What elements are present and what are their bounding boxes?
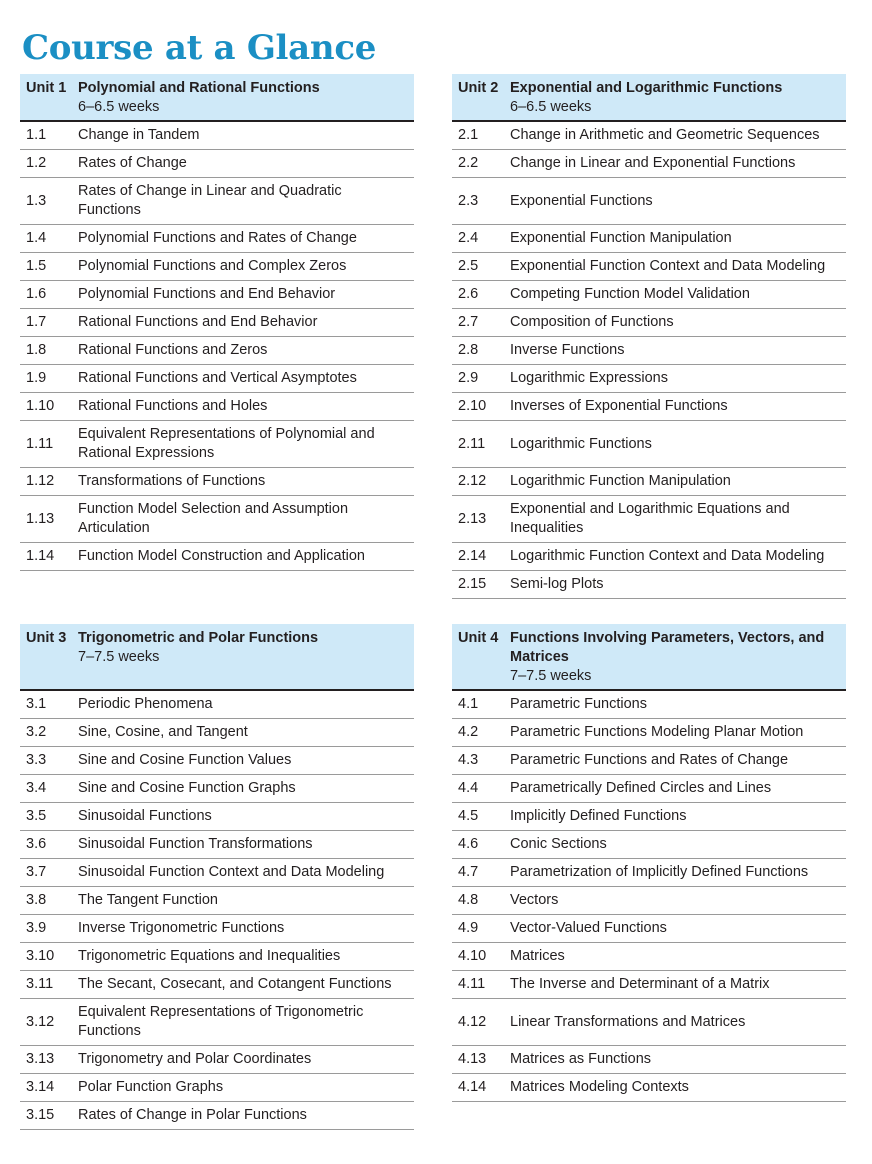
topic-title: Sine and Cosine Function Graphs: [78, 780, 296, 796]
topic-row: [20, 253, 414, 281]
topic-title: Polar Function Graphs: [78, 1079, 224, 1095]
topic-number: 2.8: [458, 342, 479, 358]
topic-number: 4.11: [458, 976, 486, 992]
topic-number: 3.5: [26, 808, 47, 824]
topic-row: [20, 122, 414, 150]
topic-row: [452, 1074, 846, 1102]
topic-row: [452, 393, 846, 421]
topic-title: Equivalent Representations of Trigonometric Functions: [78, 1004, 364, 1039]
topic-number: 2.9: [458, 370, 479, 386]
topic-number: 2.13: [458, 510, 487, 527]
topic-number: 3.15: [26, 1107, 55, 1123]
topic-row: [452, 775, 846, 803]
topic-row: [452, 543, 846, 571]
topic-row: [452, 887, 846, 915]
topic-row: [452, 122, 846, 150]
topic-number: 2.5: [458, 258, 479, 274]
topic-row: [20, 999, 414, 1046]
topic-title: Parametric Functions and Rates of Change: [510, 752, 789, 768]
topic-row: [20, 1102, 414, 1130]
page-title: Course at a Glance: [22, 28, 377, 68]
topic-number: 3.4: [26, 780, 47, 796]
topic-title: Vector-Valued Functions: [510, 920, 667, 936]
topic-number: 2.14: [458, 548, 487, 564]
topic-row: [452, 365, 846, 393]
topic-title: Competing Function Model Validation: [510, 286, 750, 302]
topic-row: [20, 468, 414, 496]
topic-list: [20, 691, 414, 1130]
topic-row: [20, 1074, 414, 1102]
topic-row: [20, 691, 414, 719]
topic-title: Equivalent Representations of Polynomial and Rational Expressions: [78, 426, 375, 461]
unit-header: [452, 74, 846, 122]
topic-title: Sine, Cosine, and Tangent: [78, 724, 248, 740]
topic-title: Inverse Functions: [510, 342, 625, 358]
topic-number: 3.13: [26, 1051, 55, 1067]
topic-number: 4.2: [458, 724, 479, 740]
topic-title: Parametrically Defined Circles and Lines: [510, 780, 772, 796]
topic-row: [20, 775, 414, 803]
unit-title: Exponential and Logarithmic Functions: [510, 80, 783, 96]
topic-title: Inverses of Exponential Functions: [510, 398, 728, 414]
topic-row: [452, 281, 846, 309]
topic-number: 1.13: [26, 510, 55, 527]
topic-number: 2.11: [458, 435, 486, 452]
topic-number: 4.13: [458, 1051, 487, 1067]
topic-list: [20, 122, 414, 571]
topic-title: Rates of Change in Polar Functions: [78, 1107, 307, 1123]
topic-title: Trigonometry and Polar Coordinates: [78, 1051, 312, 1067]
topic-number: 4.10: [458, 948, 487, 964]
unit-label: Unit 2: [458, 80, 499, 96]
topic-title: Parametrization of Implicitly Defined Functions: [510, 864, 809, 880]
topic-number: 1.1: [26, 127, 47, 143]
topic-number: 1.4: [26, 230, 47, 246]
topic-number: 4.8: [458, 892, 479, 908]
topic-number: 2.1: [458, 127, 479, 143]
topic-title: Exponential and Logarithmic Equations and Inequalities: [510, 501, 790, 536]
topic-title: Logarithmic Functions: [510, 435, 652, 452]
topic-number: 3.6: [26, 836, 47, 852]
topic-row: [452, 803, 846, 831]
unit-panel: [20, 624, 414, 1130]
topic-title: Rational Functions and Holes: [78, 398, 268, 414]
topic-title: Polynomial Functions and End Behavior: [78, 286, 336, 302]
topic-title: Conic Sections: [510, 836, 607, 852]
topic-title: Periodic Phenomena: [78, 696, 213, 712]
topic-row: [452, 1046, 846, 1074]
topic-number: 1.11: [26, 435, 54, 452]
topic-number: 2.3: [458, 192, 479, 209]
topic-title: Parametric Functions: [510, 696, 647, 712]
topic-number: 1.5: [26, 258, 47, 274]
topic-list: [452, 122, 846, 599]
topic-number: 3.11: [26, 976, 54, 992]
topic-row: [452, 571, 846, 599]
unit-weeks: 7–7.5 weeks: [78, 649, 160, 665]
topic-number: 2.6: [458, 286, 479, 302]
topic-title: Sinusoidal Function Transformations: [78, 836, 313, 852]
topic-title: Sine and Cosine Function Values: [78, 752, 292, 768]
topic-row: [20, 150, 414, 178]
topic-number: 1.7: [26, 314, 47, 330]
topic-row: [20, 178, 414, 225]
unit-weeks: 7–7.5 weeks: [510, 668, 592, 684]
unit-label: Unit 1: [26, 80, 67, 96]
topic-row: [20, 887, 414, 915]
topic-title: Composition of Functions: [510, 314, 674, 330]
topic-number: 1.12: [26, 473, 55, 489]
topic-number: 3.2: [26, 724, 47, 740]
topic-title: Polynomial Functions and Complex Zeros: [78, 258, 347, 274]
topic-number: 3.12: [26, 1013, 55, 1030]
topic-number: 4.1: [458, 696, 479, 712]
topic-number: 3.10: [26, 948, 55, 964]
unit-weeks: 6–6.5 weeks: [78, 99, 160, 115]
topic-number: 2.12: [458, 473, 487, 489]
topic-title: Change in Linear and Exponential Functions: [510, 155, 796, 171]
topic-row: [452, 859, 846, 887]
topic-row: [20, 281, 414, 309]
topic-title: Vectors: [510, 892, 559, 908]
topic-row: [20, 831, 414, 859]
topic-row: [20, 943, 414, 971]
topic-title: Matrices Modeling Contexts: [510, 1079, 689, 1095]
topic-title: The Secant, Cosecant, and Cotangent Functions: [78, 976, 392, 992]
topic-title: Rational Functions and Vertical Asymptotes: [78, 370, 357, 386]
topic-number: 3.1: [26, 696, 47, 712]
topic-row: [452, 225, 846, 253]
topic-title: Transformations of Functions: [78, 473, 266, 489]
unit-header: [20, 624, 414, 691]
topic-title: Exponential Function Context and Data Modeling: [510, 258, 826, 274]
topic-title: Parametric Functions Modeling Planar Motion: [510, 724, 804, 740]
topic-title: Change in Tandem: [78, 127, 200, 143]
topic-title: Sinusoidal Function Context and Data Modeling: [78, 864, 385, 880]
unit-title: Trigonometric and Polar Functions: [78, 630, 319, 646]
topic-title: Exponential Function Manipulation: [510, 230, 732, 246]
unit-label: Unit 4: [458, 630, 499, 646]
topic-title: Inverse Trigonometric Functions: [78, 920, 285, 936]
unit-panel: [452, 74, 846, 599]
topic-row: [452, 943, 846, 971]
unit-panel: [452, 624, 846, 1102]
topic-row: [20, 971, 414, 999]
topic-title: Polynomial Functions and Rates of Change: [78, 230, 357, 246]
topic-row: [20, 859, 414, 887]
topic-number: 4.12: [458, 1013, 487, 1030]
topic-number: 4.4: [458, 780, 479, 796]
topic-number: 2.2: [458, 155, 479, 171]
topic-title: Logarithmic Function Context and Data Modeling: [510, 548, 825, 564]
topic-row: [452, 337, 846, 365]
topic-number: 2.7: [458, 314, 479, 330]
topic-title: Logarithmic Expressions: [510, 370, 668, 386]
unit-panel: [20, 74, 414, 571]
topic-title: Function Model Construction and Application: [78, 548, 365, 564]
topic-row: [20, 496, 414, 543]
topic-row: [20, 337, 414, 365]
topic-number: 3.7: [26, 864, 47, 880]
topic-row: [452, 421, 846, 468]
topic-number: 1.3: [26, 192, 47, 209]
topic-number: 1.6: [26, 286, 47, 302]
topic-number: 1.14: [26, 548, 55, 564]
topic-row: [452, 309, 846, 337]
topic-row: [20, 543, 414, 571]
unit-title: Polynomial and Rational Functions: [78, 80, 320, 96]
topic-number: 4.6: [458, 836, 479, 852]
topic-row: [452, 915, 846, 943]
topic-row: [452, 971, 846, 999]
topic-number: 4.7: [458, 864, 479, 880]
topic-title: Matrices as Functions: [510, 1051, 652, 1067]
topic-title: Matrices: [510, 948, 565, 964]
topic-number: 3.14: [26, 1079, 55, 1095]
topic-title: Rational Functions and Zeros: [78, 342, 268, 358]
topic-title: The Tangent Function: [78, 892, 218, 908]
unit-header: [452, 624, 846, 691]
topic-number: 3.9: [26, 920, 47, 936]
topic-row: [452, 178, 846, 225]
topic-number: 4.9: [458, 920, 479, 936]
topic-row: [20, 393, 414, 421]
topic-number: 1.8: [26, 342, 47, 358]
topic-row: [452, 747, 846, 775]
topic-list: [452, 691, 846, 1102]
topic-title: Rates of Change in Linear and Quadratic Functions: [78, 183, 342, 218]
topic-row: [452, 831, 846, 859]
topic-number: 3.8: [26, 892, 47, 908]
topic-row: [452, 150, 846, 178]
topic-title: Exponential Functions: [510, 192, 653, 209]
topic-title: Rates of Change: [78, 155, 187, 171]
topic-title: Change in Arithmetic and Geometric Sequences: [510, 127, 820, 143]
topic-number: 4.5: [458, 808, 479, 824]
unit-header: [20, 74, 414, 122]
topic-row: [20, 365, 414, 393]
topic-number: 2.15: [458, 576, 487, 592]
topic-row: [20, 225, 414, 253]
topic-row: [452, 496, 846, 543]
topic-title: Rational Functions and End Behavior: [78, 314, 318, 330]
topic-number: 2.4: [458, 230, 479, 246]
topic-number: 3.3: [26, 752, 47, 768]
topic-row: [20, 421, 414, 468]
topic-row: [20, 915, 414, 943]
topic-number: 2.10: [458, 398, 487, 414]
topic-title: The Inverse and Determinant of a Matrix: [510, 976, 770, 992]
topic-row: [452, 468, 846, 496]
topic-row: [452, 253, 846, 281]
topic-row: [452, 999, 846, 1046]
topic-number: 1.2: [26, 155, 47, 171]
topic-title: Implicitly Defined Functions: [510, 808, 687, 824]
topic-title: Linear Transformations and Matrices: [510, 1013, 746, 1030]
topic-number: 1.9: [26, 370, 47, 386]
topic-row: [20, 1046, 414, 1074]
unit-weeks: 6–6.5 weeks: [510, 99, 592, 115]
topic-title: Semi-log Plots: [510, 576, 604, 592]
topic-number: 4.3: [458, 752, 479, 768]
topic-row: [20, 719, 414, 747]
topic-row: [452, 719, 846, 747]
topic-row: [20, 803, 414, 831]
topic-row: [20, 747, 414, 775]
topic-title: Trigonometric Equations and Inequalities: [78, 948, 341, 964]
topic-title: Sinusoidal Functions: [78, 808, 212, 824]
topic-number: 4.14: [458, 1079, 487, 1095]
topic-title: Function Model Selection and Assumption Articulation: [78, 501, 349, 536]
topic-title: Logarithmic Function Manipulation: [510, 473, 731, 489]
topic-number: 1.10: [26, 398, 55, 414]
topic-row: [452, 691, 846, 719]
topic-row: [20, 309, 414, 337]
unit-label: Unit 3: [26, 630, 67, 646]
unit-title: Functions Involving Parameters, Vectors, and Matrices: [510, 630, 825, 665]
